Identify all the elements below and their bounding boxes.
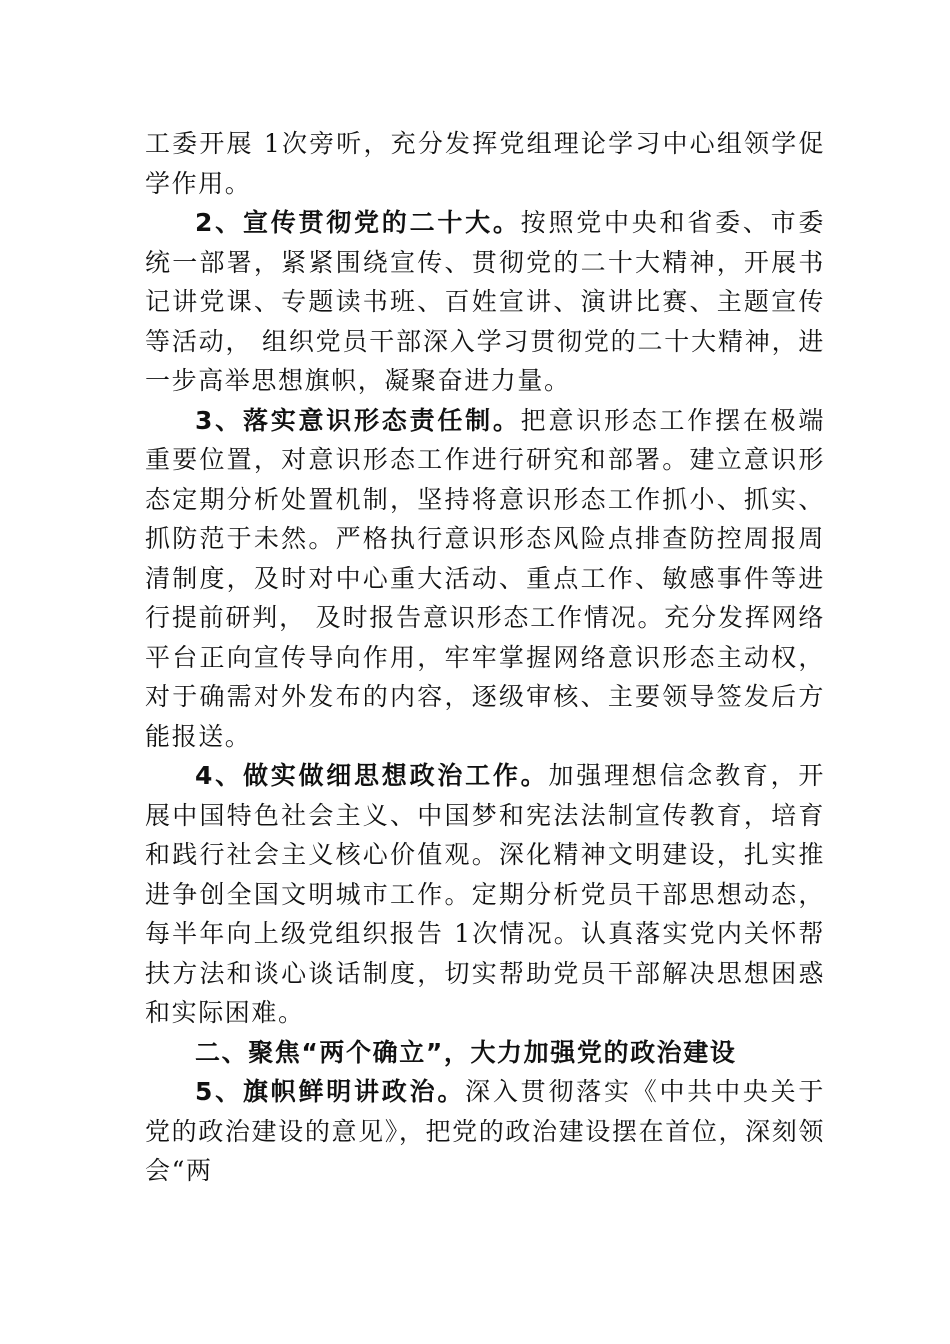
paragraph-item-5 bbox=[145, 1072, 825, 1191]
item-body: 深入贯彻落实《中共中央关于党的政治建设的意见》，把党的政治建设摆在首位，深刻领会“两 bbox=[145, 1077, 825, 1185]
item-body: 按照党中央和省委、市委统一部署，紧紧围绕宣传、贯彻党的二十大精神，开展书记讲党课、专题读书班、百姓宣讲、演讲比赛、主题宣传等活动， 组织党员干部深入学习贯彻党的二十大精神，进一步高举思想旗帜，凝聚奋进力量。 bbox=[145, 208, 825, 395]
paragraph-item-4 bbox=[145, 756, 825, 1033]
section-heading-2: 二、聚焦“两个确立”，大力加强党的政治建设 bbox=[195, 1037, 737, 1067]
item-heading: 3、落实意识形态责任制。 bbox=[195, 405, 521, 435]
paragraph-text: 工委开展 1次旁听，充分发挥党组理论学习中心组领学促学作用。 bbox=[145, 129, 825, 198]
item-heading: 4、做实做细思想政治工作。 bbox=[195, 761, 549, 790]
paragraph-item-3 bbox=[145, 401, 825, 757]
paragraph-item-2 bbox=[145, 203, 825, 401]
item-body: 加强理想信念教育，开展中国特色社会主义、中国梦和宪法法制宣传教育，培育和践行社会主义核心价值观。深化精神文明建设，扎实推进争创全国文明城市工作。定期分析党员干部思想动态，每半年向上级党组织报告 1次情况。认真落实党内关怀帮扶方法和谈心谈话制度，切实帮助党员干部解决思想困惑和实际困难。 bbox=[145, 761, 825, 1027]
item-body: 把意识形态工作摆在极端重要位置，对意识形态工作进行研究和部署。建立意识形态定期分析处置机制，坚持将意识形态工作抓小、抓实、抓防范于未然。严格执行意识形态风险点排查防控周报周清制度，及时对中心重大活动、重点工作、敏感事件等进行提前研判， 及时报告意识形态工作情况。充分发挥网络平台正向宣传导向作用，牢牢掌握网络意识形态主动权，对于确需对外发布的内容，逐级审核、主要领导签发后方能报送。 bbox=[145, 405, 825, 751]
paragraph-continuation bbox=[145, 124, 825, 203]
document-page bbox=[145, 124, 825, 1191]
item-heading: 2、宣传贯彻党的二十大。 bbox=[195, 208, 521, 237]
item-heading: 5、旗帜鲜明讲政治。 bbox=[195, 1077, 466, 1106]
